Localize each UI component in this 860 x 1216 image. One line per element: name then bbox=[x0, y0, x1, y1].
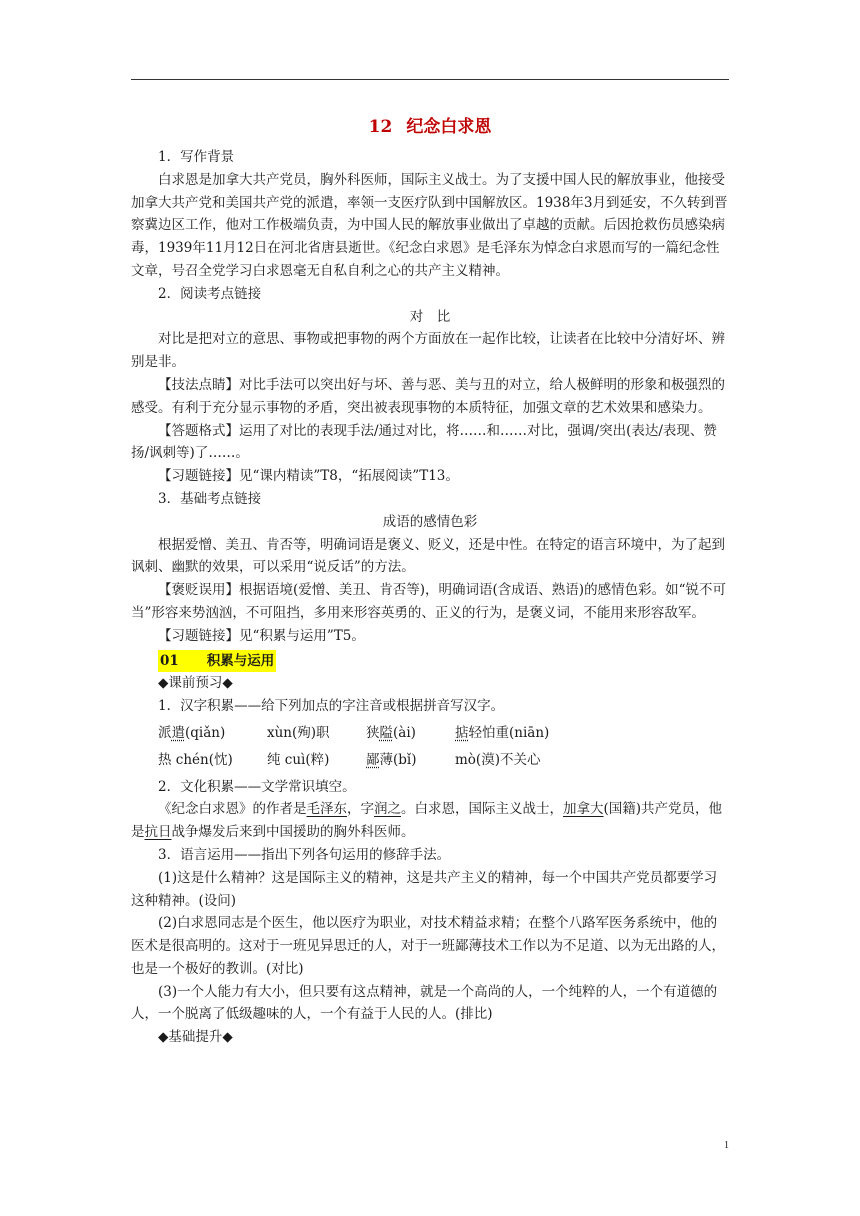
word-item bbox=[366, 749, 455, 772]
section-heading-basics: 3．基础考点链接 bbox=[158, 490, 262, 507]
question-3: 3．语言运用——指出下列各句运用的修辞手法。 bbox=[158, 846, 451, 863]
word-text: 狭 bbox=[366, 724, 380, 741]
text-part: 。白求恩，国际主义战士， bbox=[401, 801, 563, 818]
text-part: ，字 bbox=[347, 801, 374, 818]
idiom-paragraph: 根据爱憎、美丑、肯否等，明确词语是褒义、贬义，还是中性。在特定的语言环境中，为了起到讽刺、幽默的效果，可以采用“说反话”的方法。 bbox=[131, 536, 725, 576]
word-item bbox=[158, 749, 267, 772]
section-heading-background: 1．写作背景 bbox=[158, 149, 235, 165]
document-body bbox=[131, 114, 729, 1049]
word-item bbox=[455, 722, 549, 745]
text-part: (国籍)共产党员，他是 bbox=[131, 801, 723, 841]
word-text: mò(漠)不关心 bbox=[455, 751, 541, 768]
header-rule bbox=[131, 79, 729, 80]
word-text: xùn(殉)职 bbox=[267, 724, 330, 741]
lesson-title: 纪念白求恩 bbox=[406, 117, 492, 137]
dotted-char: 隘 bbox=[379, 724, 393, 741]
text-part: 战争爆发后来到中国援助的胸外科医师。 bbox=[171, 824, 415, 841]
pinyin-row-2 bbox=[131, 749, 729, 772]
word-pinyin: (qiǎn) bbox=[185, 724, 226, 741]
technique-note: 【技法点睛】对比手法可以突出好与坏、善与恶、美与丑的对立，给人极鲜明的形象和极强烈的感受。有利于充分显示事物的矛盾，突出被表现事物的本质特征，加强文章的艺术效果和感染力。 bbox=[131, 376, 725, 416]
question-3-item-3: (3)一个人能力有大小，但只要有这点精神，就是一个高尚的人，一个纯粹的人，一个有道德的人，一个脱离了低级趣味的人，一个有益于人民的人。(排比) bbox=[131, 983, 718, 1023]
improvement-heading: ◆基础提升◆ bbox=[158, 1029, 233, 1046]
word-item bbox=[158, 722, 267, 745]
preview-heading: ◆课前预习◆ bbox=[158, 675, 233, 692]
question-3-item-2: (2)白求恩同志是个医生，他以医疗为职业，对技术精益求精；在整个八路军医务系统中，他的医术是很高明的。这对于一班见异思迁的人，对于一班鄙薄技术工作以为不足道、以为无出路的人，也是一个极好的教训。(对比) bbox=[131, 915, 725, 977]
section-heading-reading: 2．阅读考点链接 bbox=[158, 285, 262, 302]
literary-knowledge-answer bbox=[131, 798, 729, 844]
dotted-char: 遣 bbox=[171, 724, 185, 741]
answer-format-note: 【答题格式】运用了对比的表现手法/通过对比，将……和……对比，强调/突出(表达/表现、赞扬/讽刺等)了……。 bbox=[131, 422, 717, 462]
misuse-note: 【褒贬误用】根据语境(爱憎、美丑、肯否等)，明确词语(含成语、熟语)的感情色彩。如“锐不可当”形容来势汹汹，不可阻挡，多用来形容英勇的、正义的行为，是褒义词，不能用来形容敌军。 bbox=[131, 582, 726, 621]
page-title bbox=[131, 114, 729, 140]
question-3-item-1: (1)这是什么精神？这是国际主义的精神，这是共产主义的精神，每一个中国共产党员都要学习这种精神。(设问) bbox=[131, 869, 718, 909]
section-01-title: 积累与运用 bbox=[206, 652, 275, 669]
question-1: 1．汉字积累——给下列加点的字注音或根据拼音写汉字。 bbox=[158, 698, 505, 715]
answer-country: 加拿大 bbox=[563, 801, 604, 818]
pinyin-row-1 bbox=[131, 722, 729, 745]
subtitle-idiom-color: 成语的感情色彩 bbox=[382, 513, 478, 530]
dotted-char: 鄙 bbox=[366, 751, 380, 768]
answer-war: 抗日 bbox=[144, 824, 172, 841]
section-01-label bbox=[158, 650, 276, 673]
answer-courtesy-name: 润之 bbox=[374, 801, 401, 818]
question-2: 2．文化积累——文学常识填空。 bbox=[158, 778, 356, 795]
background-paragraph: 白求恩是加拿大共产党员，胸外科医师，国际主义战士。为了支援中国人民的解放事业，他接受加拿大共产党和美国共产党的派遣，率领一支医疗队到中国解放区。1938年3月到延安，不久转到晋察冀边区工作，他对工作极端负责，为中国人民的解放事业做出了卓越的贡献。后因抢救伤员感染病毒，1939年11月12日在河北省唐县逝世。《纪念白求恩》是毛泽东为悼念白求恩而写的一篇纪念性文章，号召全党学习白求恩毫无自私自利之心的共产主义精神。 bbox=[131, 171, 728, 279]
page-number: 1 bbox=[724, 1140, 729, 1151]
subtitle-contrast: 对 比 bbox=[409, 308, 451, 325]
word-text: 热 chén(忱) bbox=[158, 751, 233, 768]
section-01-number: 01 bbox=[160, 652, 179, 669]
lesson-number: 12 bbox=[368, 117, 393, 137]
word-item bbox=[366, 722, 455, 745]
word-pinyin: (ài) bbox=[393, 724, 416, 741]
word-item bbox=[455, 749, 540, 772]
word-text: 纯 cuì(粹) bbox=[267, 751, 330, 768]
dotted-char: 掂 bbox=[455, 724, 469, 741]
contrast-paragraph: 对比是把对立的意思、事物或把事物的两个方面放在一起作比较，让读者在比较中分清好坏、辨别是非。 bbox=[131, 331, 725, 371]
section-01-heading bbox=[131, 650, 729, 673]
word-item bbox=[267, 722, 366, 745]
text-part: 《纪念白求恩》的作者是 bbox=[158, 801, 307, 818]
word-text: 派 bbox=[158, 724, 172, 741]
word-pinyin: 轻怕重(niān) bbox=[468, 724, 550, 741]
answer-author: 毛泽东 bbox=[306, 801, 347, 818]
word-item bbox=[267, 749, 366, 772]
exercise-link-basics: 【习题链接】见“积累与运用”T5。 bbox=[158, 627, 365, 644]
word-pinyin: 薄(bǐ) bbox=[379, 751, 417, 768]
exercise-link-reading: 【习题链接】见“课内精读”T8，“拓展阅读”T13。 bbox=[158, 468, 459, 485]
